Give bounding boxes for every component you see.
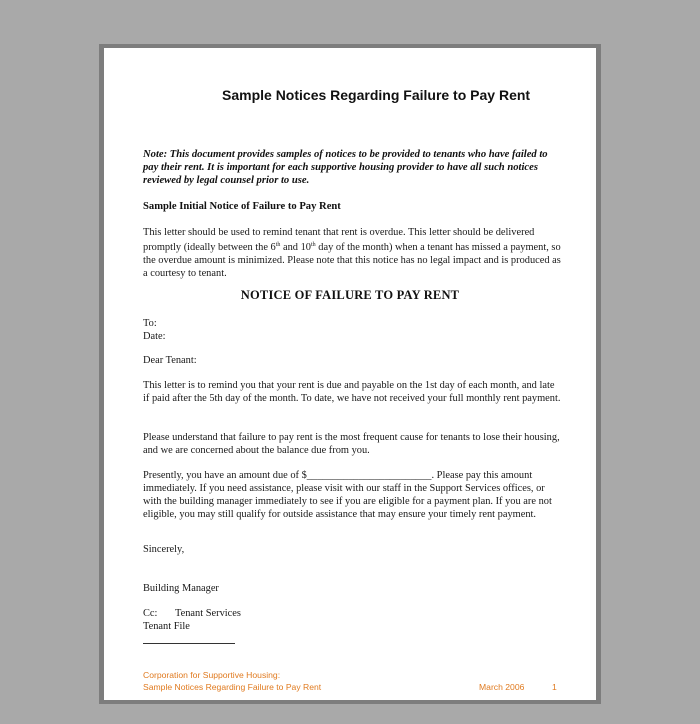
- document-page: [104, 48, 596, 700]
- signer-title: Building Manager: [143, 583, 219, 594]
- cc-label: Cc:: [143, 608, 158, 619]
- cc-line: [143, 608, 241, 619]
- closing: Sincerely,: [143, 544, 185, 555]
- letter-paragraph-3: Presently, you have an amount due of $________________________. Please pay this amount immediately. If you need assistance, please visit with our staff in the Support Services offices, or with the building manager immediately to see if you are eligible for a payment plan. If you are not eligible, you may still qualify for outside assistance that may ensure your timely rent payment.: [143, 470, 552, 520]
- intro-paragraph: [143, 226, 563, 280]
- cc-value-2: Tenant File: [143, 621, 190, 632]
- intro-sup-1: th: [275, 242, 281, 248]
- footer-page-number: 1: [552, 682, 557, 692]
- letter-paragraph-1: This letter is to remind you that your rent is due and payable on the 1st day of each month, and late if paid after the 5th day of the month. To date, we have not received your full monthly rent payment.: [143, 380, 561, 404]
- intro-sup-2: th: [311, 242, 316, 248]
- intro-text-2: and 10: [280, 242, 311, 253]
- letter-paragraph-2: Please understand that failure to pay rent is the most frequent cause for tenants to lose their housing, and we are concerned about the balance due from you.: [143, 432, 560, 456]
- footer-org: Corporation for Supportive Housing:: [143, 670, 281, 680]
- disclaimer-note: Note: This document provides samples of notices to be provided to tenants who have failed to pay their rent. It is important for each supportive housing provider to have all such notices reviewed by legal counsel prior to use.: [143, 149, 548, 186]
- intro-text-3: day of the month) when a tenant has missed a payment, so the overdue amount is minimized. Please note that this notice has no legal impact and is produced as a courtesy to tenant.: [143, 242, 561, 279]
- signature-line: [143, 643, 235, 644]
- cc-value: Tenant Services: [175, 608, 241, 619]
- footer-date: March 2006: [479, 682, 525, 692]
- section-heading: Sample Initial Notice of Failure to Pay Rent: [143, 201, 341, 212]
- date-label: Date:: [143, 331, 166, 342]
- intro-text-1: This letter should be used to remind tenant that rent is overdue. This letter should be delivered promptly (ideally between the 6: [143, 227, 535, 253]
- notice-heading: NOTICE OF FAILURE TO PAY RENT: [240, 288, 460, 302]
- document-title: Sample Notices Regarding Failure to Pay Rent: [222, 87, 531, 103]
- to-label: To:: [143, 318, 157, 329]
- salutation: Dear Tenant:: [143, 355, 197, 366]
- footer-doc-title: Sample Notices Regarding Failure to Pay Rent: [143, 682, 322, 692]
